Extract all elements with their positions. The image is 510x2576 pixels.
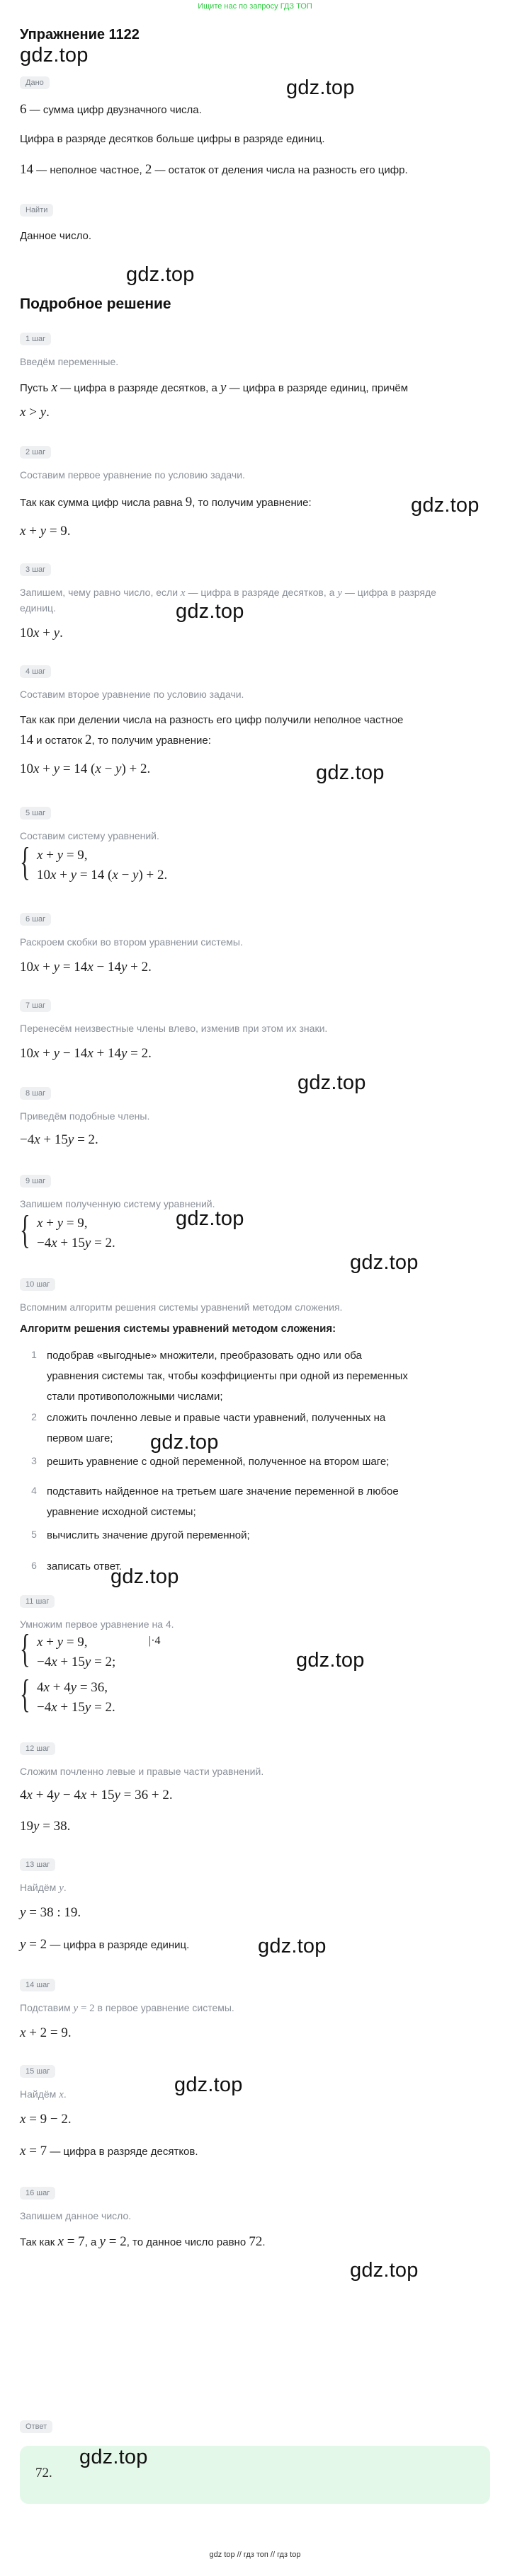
step-note: Раскроем скобки во втором уравнении системы. — [20, 936, 243, 948]
step-note: Сложим почленно левые и правые части уравнений. — [20, 1766, 264, 1777]
algorithm-step-text: первом шаге; — [47, 1432, 113, 1444]
formula: 10x + y. — [20, 626, 63, 640]
formula: −4x + 15y = 2; — [37, 1655, 116, 1669]
system-brace: { — [20, 1627, 30, 1671]
algorithm-step-text: стали противоположными числами; — [47, 1391, 223, 1403]
algorithm-heading: Алгоритм решения системы уравнений методом сложения: — [20, 1323, 336, 1335]
answer-label: Ответ — [20, 2420, 52, 2433]
step-tag: 10 шаг — [20, 1278, 55, 1291]
page-title: Упражнение 1122 — [20, 27, 140, 42]
find-label: Найти — [20, 204, 53, 217]
formula: −4x + 15y = 2. — [37, 1700, 115, 1715]
step-tag: 13 шаг — [20, 1858, 55, 1871]
step-note: Запишем данное число. — [20, 2210, 132, 2221]
formula: x + 2 = 9. — [20, 2025, 72, 2040]
step-tag: 15 шаг — [20, 2065, 55, 2078]
algorithm-step-text: вычислить значение другой переменной; — [47, 1529, 250, 1541]
algorithm-step-text: уравнения системы так, чтобы коэффициенты при одной из переменных — [47, 1370, 408, 1382]
watermark: gdz.top — [296, 1649, 365, 1672]
formula: 19y = 38. — [20, 1819, 71, 1834]
formula: −4x + 15y = 2. — [37, 1236, 115, 1250]
given-line-1: 6 — сумма цифр двузначного числа. — [20, 102, 202, 117]
step-note: Составим первое уравнение по условию задачи. — [20, 469, 245, 481]
watermark: gdz.top — [110, 1565, 179, 1588]
step-tag: 12 шаг — [20, 1742, 55, 1755]
step-tag: 16 шаг — [20, 2187, 55, 2200]
watermark: gdz.top — [298, 1071, 366, 1094]
formula: x + y = 9, — [37, 1216, 88, 1231]
formula: 10x + y = 14x − 14y + 2. — [20, 960, 152, 974]
watermark: gdz.top — [350, 1251, 419, 1274]
formula: x + y = 9, — [37, 1635, 88, 1650]
given-label: Дано — [20, 76, 50, 89]
algorithm-step-text: подобрав «выгодные» множители, преобразовать одно или оба — [47, 1350, 362, 1362]
step-tag: 1 шаг — [20, 333, 51, 345]
watermark: gdz.top — [174, 2074, 243, 2096]
algorithm-step-number: 6 — [31, 1560, 37, 1571]
algorithm-step-text: уравнение исходной системы; — [47, 1506, 196, 1518]
watermark: gdz.top — [150, 1431, 219, 1454]
step-tag: 5 шаг — [20, 807, 51, 820]
watermark: gdz.top — [350, 2259, 419, 2282]
step-text: Так как сумма цифр числа равна 9, то получим уравнение: — [20, 495, 312, 510]
watermark: gdz.top — [411, 494, 480, 517]
step-tag: 6 шаг — [20, 913, 51, 926]
watermark: gdz.top — [176, 1207, 244, 1230]
answer-value: 72. — [35, 2466, 52, 2480]
watermark: gdz.top — [258, 1935, 327, 1957]
step-tag: 4 шаг — [20, 665, 51, 678]
watermark: gdz.top — [176, 600, 244, 623]
watermark: gdz.top — [20, 44, 89, 67]
system-brace: { — [20, 840, 30, 884]
step-note: Введём переменные. — [20, 356, 119, 367]
algorithm-step-text: решить уравнение с одной переменной, полученное на втором шаге; — [47, 1456, 390, 1468]
step-note: Перенесём неизвестные члены влево, изменив при этом их знаки. — [20, 1023, 328, 1034]
step-note: Найдём x. — [20, 2088, 67, 2100]
step-note: Составим систему уравнений. — [20, 830, 159, 841]
step-text: 14 и остаток 2, то получим уравнение: — [20, 732, 211, 747]
formula: 10x + y − 14x + 14y = 2. — [20, 1046, 152, 1061]
step-tag: 2 шаг — [20, 446, 51, 459]
watermark: gdz.top — [79, 2446, 148, 2468]
step-note: Запишем, чему равно число, если x — цифра в разряде десятков, а y — цифра в разряде — [20, 587, 436, 599]
algorithm-step-number: 2 — [31, 1411, 37, 1422]
step-note: Запишем полученную систему уравнений. — [20, 1198, 215, 1209]
algorithm-step-text: записать ответ. — [47, 1560, 122, 1572]
given-line-3: 14 — неполное частное, 2 — остаток от деления числа на разность его цифр. — [20, 162, 408, 177]
formula: 10x + y = 14 (x − y) + 2. — [20, 761, 151, 776]
formula: y = 38 : 19. — [20, 1905, 81, 1920]
solution-title: Подробное решение — [20, 296, 171, 312]
system-brace: { — [20, 1208, 30, 1252]
watermark: gdz.top — [126, 263, 195, 286]
algorithm-step-number: 3 — [31, 1455, 37, 1466]
step-note: Приведём подобные члены. — [20, 1110, 150, 1122]
algorithm-step-text: подставить найденное на третьем шаге значение переменной в любое — [47, 1485, 399, 1497]
formula: x + y = 9. — [20, 524, 71, 539]
step-note: Подставим y = 2 в первое уравнение системы. — [20, 2002, 234, 2014]
step-text: y = 2 — цифра в разряде единиц. — [20, 1937, 190, 1952]
step-note: Найдём y. — [20, 1882, 67, 1894]
formula: 10x + y = 14 (x − y) + 2. — [37, 868, 168, 882]
step-text: x = 7 — цифра в разряде десятков. — [20, 2144, 198, 2158]
footer-links[interactable]: gdz top // гдз топ // гдз top — [209, 2551, 301, 2559]
system-brace: { — [20, 1672, 30, 1716]
formula: x > y. — [20, 405, 50, 420]
step-note: единиц. — [20, 602, 56, 614]
step-tag: 8 шаг — [20, 1087, 51, 1100]
multiplier: |·4 — [149, 1635, 161, 1647]
step-text: Так как x = 7, а y = 2, то данное число равно 72. — [20, 2234, 266, 2249]
watermark: gdz.top — [286, 76, 355, 99]
algorithm-step-number: 1 — [31, 1349, 37, 1360]
given-line-2: Цифра в разряде десятков больше цифры в разряде единиц. — [20, 133, 325, 145]
step-note: Составим второе уравнение по условию задачи. — [20, 689, 244, 700]
formula: −4x + 15y = 2. — [20, 1132, 98, 1147]
find-text: Данное число. — [20, 230, 92, 242]
step-tag: 14 шаг — [20, 1979, 55, 1991]
algorithm-step-text: сложить почленно левые и правые части уравнений, полученных на — [47, 1412, 386, 1424]
formula: x + y = 9, — [37, 848, 88, 863]
search-banner[interactable]: Ищите нас по запросу ГДЗ ТОП — [198, 2, 312, 11]
step-text: Так как при делении числа на разность его цифр получили неполное частное — [20, 714, 404, 726]
watermark: gdz.top — [316, 761, 385, 784]
step-tag: 3 шаг — [20, 563, 51, 576]
formula: 4x + 4y = 36, — [37, 1680, 108, 1695]
step-tag: 7 шаг — [20, 999, 51, 1012]
formula: 4x + 4y − 4x + 15y = 36 + 2. — [20, 1788, 173, 1802]
formula: x = 9 − 2. — [20, 2112, 72, 2127]
algorithm-step-number: 4 — [31, 1485, 37, 1496]
step-note: Вспомним алгоритм решения системы уравнений методом сложения. — [20, 1301, 343, 1313]
step-tag: 9 шаг — [20, 1175, 51, 1188]
step-tag: 11 шаг — [20, 1595, 55, 1608]
step-text: Пусть x — цифра в разряде десятков, а y — цифра в разряде единиц, причём — [20, 380, 409, 395]
algorithm-step-number: 5 — [31, 1529, 37, 1540]
step-note: Умножим первое уравнение на 4. — [20, 1618, 174, 1630]
